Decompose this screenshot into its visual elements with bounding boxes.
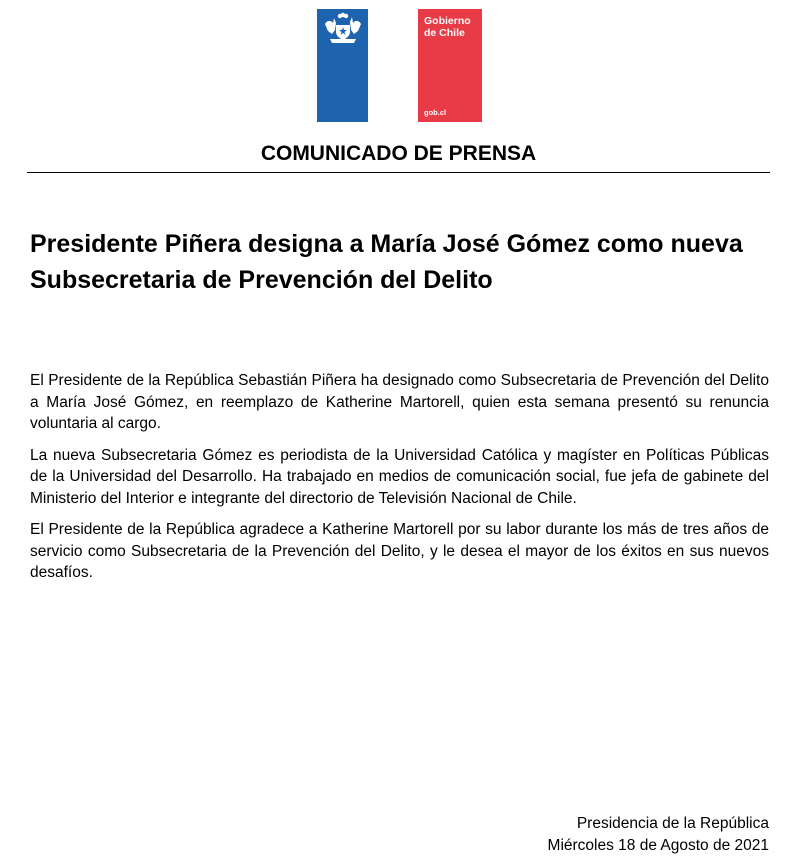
logo-blue-bar	[317, 9, 368, 122]
gobierno-de-chile-logo	[317, 9, 482, 122]
release-body	[30, 370, 769, 594]
paragraph: El Presidente de la República agradece a Katherine Martorell por su labor durante los más de tres años de servicio como Subsecretaria de la Prevención del Delito, y le desea el mayor de los éxitos en sus nuevos desafíos.	[30, 521, 769, 581]
paragraph: El Presidente de la República Sebastián Piñera ha designado como Subsecretaria de Prevención del Delito a María José Gómez, en reemplazo de Katherine Martorell, quien esta semana presentó su renuncia voluntaria al cargo.	[30, 372, 769, 432]
coat-of-arms-icon	[322, 12, 364, 46]
paragraph: La nueva Subsecretaria Gómez es periodista de la Universidad Católica y magíster en Políticas Públicas de la Universidad del Desarrollo. Ha trabajado en medios de comunicación social, fue jefa de gabinete del Ministerio del Interior e integrante del directorio de Televisión Nacional de Chile.	[30, 446, 769, 507]
release-title: Presidente Piñera designa a María José Gómez como nueva Subsecretaria de Prevención del Delito	[30, 230, 743, 294]
heading-divider	[27, 172, 770, 173]
signature-block	[548, 813, 769, 857]
logo-url-text: gob.cl	[424, 108, 447, 117]
signature-date: Miércoles 18 de Agosto de 2021	[547, 837, 769, 854]
logo-red-bar	[418, 9, 482, 122]
press-release-heading: COMUNICADO DE PRENSA	[260, 142, 537, 165]
signature-org: Presidencia de la República	[576, 815, 769, 832]
logo-brand-text: Gobierno de Chile	[424, 15, 471, 39]
